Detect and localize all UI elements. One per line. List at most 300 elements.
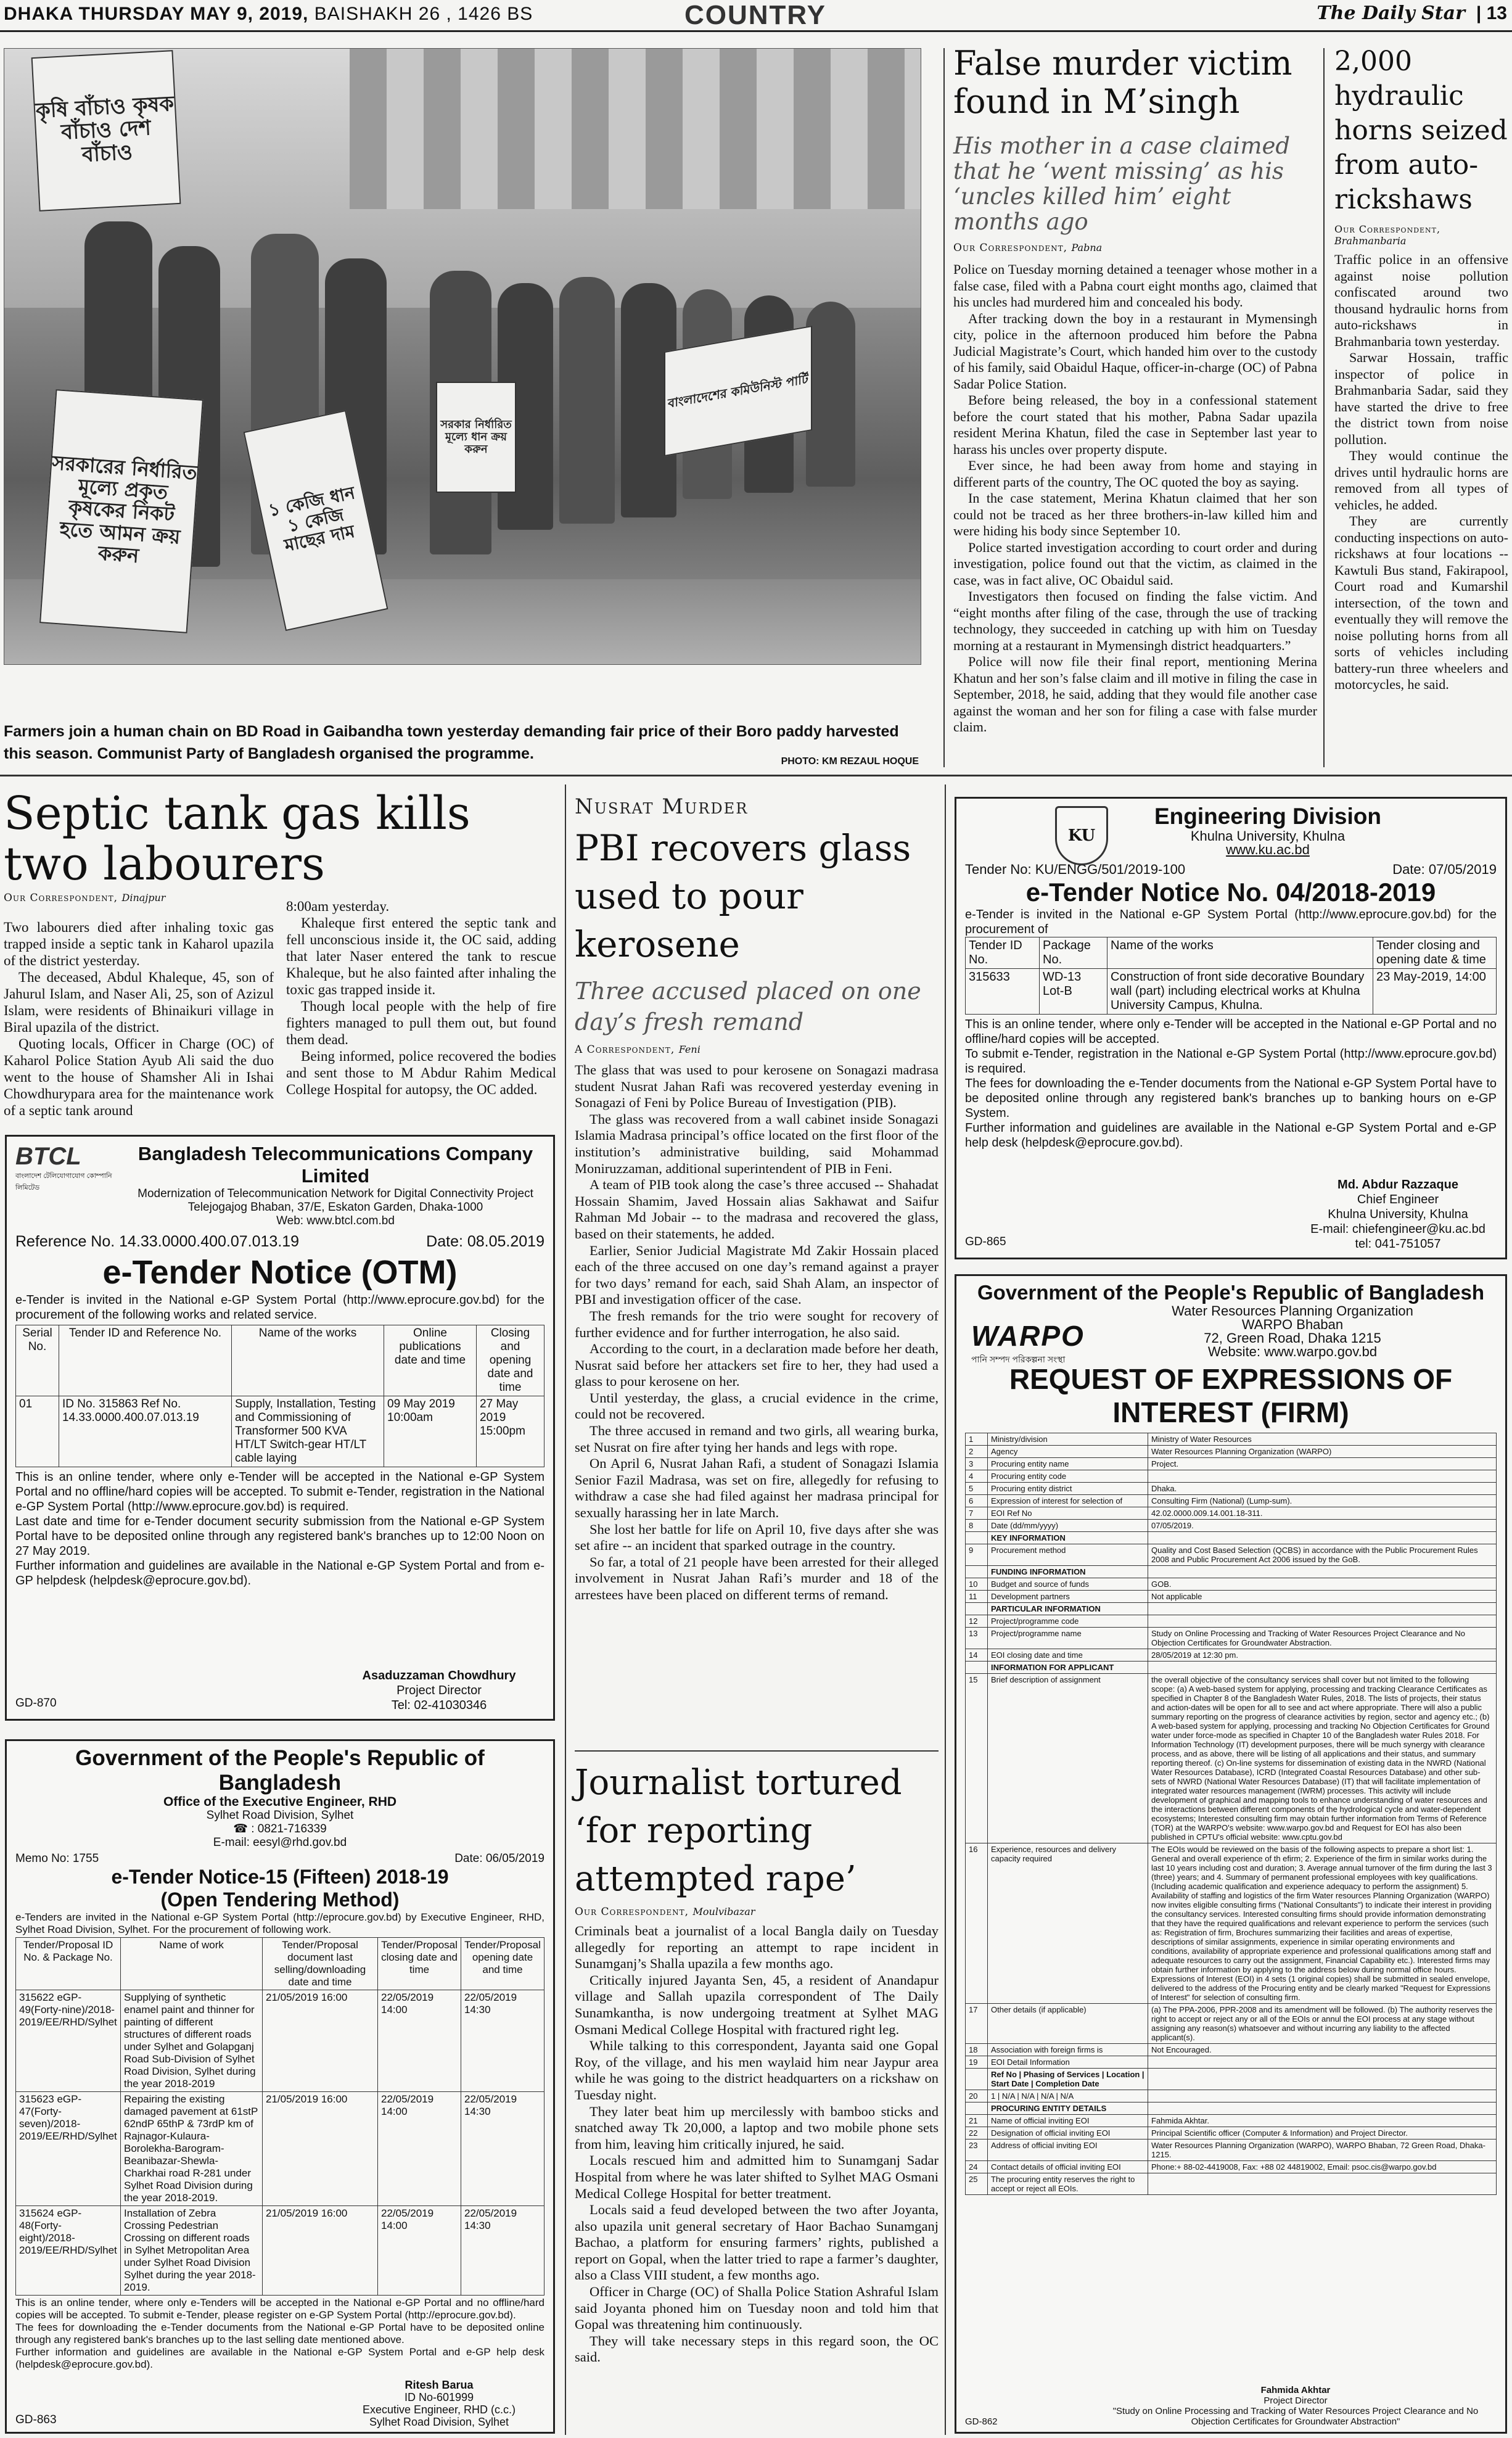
note: The fees for downloading the e-Tender documents from the National e-GP Portal have to be deposited online through any registered bank's branches up to the last selling date mentioned above. [15,2321,544,2345]
table-cell: 10 [966,1578,988,1591]
table-cell: Expression of interest for selection of [988,1495,1148,1507]
table-cell: Supplying of synthetic enamel paint and thinner for painting of different structures of different roads under Sylhet and Golapganj Road Sub-Division of Sylhet Road Division, Sylhet during the year 2018-2019 [121,1990,263,2092]
table-cell [1148,2102,1497,2115]
note: This is an online tender, where only e-Tenders will be accepted in the National e-GP Portal and no offline/hard copies will be accepted. To submit e-Tender, please register on e-GP System Portal (http://eprocure.gov.bd). [15,2297,544,2321]
table-cell: 6 [966,1495,988,1507]
table-cell: 315633 [966,969,1040,1015]
ku-logo: KU [1055,806,1108,865]
table-cell: 315623 eGP-47(Forty-seven)/2018-2019/EE/RHD/Sylhet [16,2092,121,2206]
table-cell: ID No. 315863 Ref No. 14.33.0000.400.07.013.19 [59,1396,232,1467]
tender-table [965,937,1497,1015]
table-header-row [16,1325,544,1396]
column-rule [565,785,566,2435]
table-cell [966,1566,988,1578]
office-name: Office of the Executive Engineer, RHD [163,1795,397,1809]
table-row [16,2092,544,2206]
table-row [966,1446,1497,1458]
storefront [350,49,921,209]
table-row [966,1603,1497,1615]
table-row [966,2139,1497,2161]
table-cell: Repairing the existing damaged pavement at 61stP 62ndP 65thP & 73rdP km of Rajnagor-Kulaura-Borolekha-Barogram-Beanibazar-Shewla-Charkhai road R-281 under Sylhet Road Division during the year 2018-2019. [121,2092,263,2206]
table-cell: 7 [966,1507,988,1520]
table-cell: 24 [966,2161,988,2173]
table-cell: Budget and source of funds [988,1578,1148,1591]
table-cell [1148,1532,1497,1544]
table-cell [1148,1662,1497,1674]
headline: PBI recovers glass used to pour kerosene [575,827,911,965]
column-header: Name of the works [232,1325,384,1396]
table-row [966,1649,1497,1662]
gov-name: Government of the People's Republic of Bangladesh [75,1746,485,1795]
note: Last date and time for e-Tender document security submission from the National e-GP System Portal have to be deposited online through any registered bank's branches up to 12:00 Noon on 27 May 2019. [15,1515,544,1558]
section-divider [0,775,1512,776]
signatory-email: E-mail: chiefengineer@ku.ac.bd [1310,1222,1485,1236]
table-cell: Procurement method [988,1544,1148,1566]
table-cell: INFORMATION FOR APPLICANT [988,1662,1148,1674]
btcl-logo-sub: বাংলাদেশ টেলিযোগাযোগ কোম্পানি লিমিটেড [15,1172,112,1192]
headline: Journalist tortured ‘for reporting attempted rape’ [575,1763,902,1899]
table-cell: Construction of front side decorative Boundary wall (part) including electrical works at Khulna University Campus, Khulna. [1107,969,1373,1015]
table-row [966,1674,1497,1843]
table-cell [966,1662,988,1674]
table-row [16,1990,544,2092]
column-header: Tender closing and opening date & time [1373,937,1497,969]
table-row [966,1495,1497,1507]
ad-code: GD-863 [15,2413,57,2426]
column-header: Tender/Proposal ID No. & Package No. [16,1938,121,1990]
paragraph: Earlier, Senior Judicial Magistrate Md Zakir Hossain placed each of the three accused on one day’s remand against a prayer for two days’ remand for each, said Shah Alam, an inspector of PBI and investigation officer of the case. [575,1242,939,1308]
table-cell: 42.02.0000.009.14.001.18-311. [1148,1507,1497,1520]
notice-title: e-Tender Notice No. 04/2018-2019 [1025,878,1436,907]
email: E-mail: eesyl@rhd.gov.bd [213,1836,347,1849]
table-cell [1148,1566,1497,1578]
column-header: Tender ID No. [966,937,1040,969]
org-name: Bangladesh Telecommunications Company Limited [138,1143,533,1187]
column-header: Tender/Proposal closing date and time [378,1938,461,1990]
table-row [16,1396,544,1467]
story-body [953,262,1317,736]
byline-place: Moulvibazar [692,1906,755,1917]
tender-table [15,1325,544,1467]
table-cell [966,2102,988,2115]
table-cell: 13 [966,1628,988,1649]
table-cell: 21/05/2019 16:00 [263,1990,378,2092]
bangla-date: BAISHAKH 26 , 1426 BS [308,4,533,24]
eoi-table [965,1433,1497,2195]
table-cell: 22 [966,2127,988,2139]
table-cell: Project/programme code [988,1615,1148,1628]
table-cell: Date (dd/mm/yyyy) [988,1520,1148,1532]
paragraph: In the case statement, Merina Khatun claimed that her son could not be traced as her three brothers-in-law killed him and were hiding his body since September 10. [953,490,1317,538]
signatory-title: Executive Engineer, RHD (c.c.) [362,2403,516,2416]
intro: e-Tender is invited in the National e-GP System Portal (http://www.eprocure.gov.bd) for the procurement of [965,908,1497,936]
column-rule [943,48,945,767]
headline: Septic tank gas kills two labourers [4,787,470,891]
table-row [966,1520,1497,1532]
note: This is an online tender, where only e-Tender will be accepted in the National e-GP Portal and no offline/hard copies will be accepted. [965,1018,1497,1046]
table-cell: 09 May 2019 10:00am [384,1396,477,1467]
paragraph: Quoting locals, Officer in Charge (OC) of Kaharol Police Station Ayub Ali said the duo went to the house of Shamsher Ali in Ishai Chowdhurypara area for the maintenance work of a septic tank around [4,1036,274,1118]
table-cell: Experience, resources and delivery capacity required [988,1843,1148,2004]
story-pbi-glass [575,794,939,1604]
table-cell: FUNDING INFORMATION [988,1566,1148,1578]
table-cell: PROCURING ENTITY DETAILS [988,2102,1148,2115]
signatory-university: Khulna University, Khulna [1328,1208,1468,1221]
table-cell: WD-13 Lot-B [1040,969,1107,1015]
deck: His mother in a case claimed that he ‘went missing’ as his ‘uncles killed him’ eight months ago [953,133,1291,235]
column-rule [945,785,946,2435]
paragraph: Ever since, he had been away from home and staying in different parts of the country, The OC quoted the boy as saying. [953,458,1317,490]
table-cell: 16 [966,1843,988,2004]
paragraph: Police on Tuesday morning detained a teenager whose mother in a false case, filed with a Pabna court eight months ago, claimed that his uncles had murdered him and concealed his body. [953,262,1317,310]
table-row [966,1843,1497,2004]
table-cell: Ministry of Water Resources [1148,1433,1497,1446]
note: To submit e-Tender, registration in the National e-GP System Portal (http://www.eprocure.gov.bd) is required. [965,1047,1497,1076]
btcl-logo-text: BTCL [15,1143,81,1170]
table-header-row [966,937,1497,969]
placard-text: কৃষি বাঁচাও কৃষক বাঁচাও দেশ বাঁচাও [35,91,175,167]
address: 72, Green Road, Dhaka 1215 [1204,1330,1381,1346]
table-cell: Address of official inviting EOI [988,2139,1148,2161]
table-cell: 11 [966,1591,988,1603]
signature-block [337,1668,541,1713]
byline [1334,223,1508,247]
paragraph: Khaleque first entered the septic tank and fell unconscious inside it, the OC said, adding that later Naser entered the tank to rescue Khaleque, but he also fainted after inhaling the toxic gas trapped inside it. [286,915,556,997]
table-cell: 22/05/2019 14:00 [378,2092,461,2206]
note: Further information and guidelines are available in the National e-GP System Portal and e-GP help desk (helpdesk@eprocure.gov.bd). [965,1121,1497,1150]
signature-block [1299,1177,1497,1251]
website: Web: www.btcl.com.bd [276,1214,395,1227]
table-cell: The EOIs would be reviewed on the basis of the following aspects to prepare a short list: 1. General and overall experience of th efirm; 2. Experience of the firm in similar works during the last 10 years including cost and duration; 3. Average annual turnover of the firm during the last 3 (three) years; and 4. Summary of permanent professional employees with key qualifications. (Including academic qualification and experience adequacy to perform the assignment) 5. Availability of staffing and logistics of the firm Water resources Planning Organization (WARPO) now invites eligible consulting firms ("National Consultants") to indicate their interest in providing the consultancy services. Interested consulting firms should provide information demonstrating that they have the required qualifications and relevant experience to perform the services (such as: Registration of firm, Brochures summarizing their facilities and areas of expertise, descriptions of similar assignments, experience in similar operating environments and conditions, availability of appropriate experience and professional qualifications among staff and adequate resources to carry out the assignment, Financial Capability etc.). Interested firms may obtain further information by applying to the address below during normal office hours. Expressions of Interest (EOI) in 4 sets (1 original copies) shall be submitted in sealed envelope, delivered to the address of the Procuring entity and be clearly marked "Request for Expressions of Interest" for selection of consulting firm. [1148,1843,1497,2004]
signatory-project: "Study on Online Processing and Tracking of Water Resources Project Clearance and No Objection Certificates for Groundwater Abstraction" [1112,2406,1479,2427]
paragraph: Criminals beat a journalist of a local Bangla daily on Tuesday allegedly for reporting an attempt to rape incident in Sunamganj’s Shalla upazila a few months ago. [575,1923,939,1972]
column-header: Tender ID and Reference No. [59,1325,232,1396]
table-cell: Project. [1148,1458,1497,1470]
city-date: DHAKA THURSDAY MAY 9, 2019, [4,4,309,24]
paragraph: The glass was recovered from a wall cabinet inside Sonagazi Islamia Madrasa principal’s office located on the first floor of the institution’s administrative building, said Mohammad Moniruzzaman, additional superintendent of PIB in Feni. [575,1111,939,1176]
table-cell: EOI Detail Information [988,2056,1148,2069]
paragraph: Being informed, police recovered the bodies and sent those to M Abdur Rahim Medical College Hospital for autopsy, the OC added. [286,1048,556,1097]
project-name: Modernization of Telecommunication Network for Digital Connectivity Project [138,1187,533,1200]
note: Further information and guidelines are available in the National e-GP System Portal and from e-GP helpdesk (helpdesk@eprocure.gov.bd). [15,1559,544,1588]
table-cell: 5 [966,1483,988,1495]
paragraph: Before being released, the boy in a confessional statement before the court stated that his mother, Pabna Sadar upazila resident Merina Khatun, filed the case in September last year to harass his uncles over property dispute. [953,392,1317,457]
table-row [966,1662,1497,1674]
byline-label: Our Correspondent, [1334,223,1441,235]
table-cell: Supply, Installation, Testing and Commissioning of Transformer 500 KVA HT/LT Switch-gear HT/LT cable laying [232,1396,384,1467]
table-cell: the overall objective of the consultancy services shall cover but not limited to the following scope: (a) A web-based system for applying, processing and tracking Clearance Certificates as specified in Chapter 8 of the Bangladesh Water Rules, 2018. The lists of projects, their status and action-dates will be open for all to see and act where appropriate. There will also a public summary reporting on the progress of clearance activities by region, sector and agency etc.; (b) A web-based system for applying, processing and tracking No Objection Certificates for Ground water under force-mode as specified in Chapter 10 of the Bangladesh water Rules 2018. For Information Technology (IT) development purposes, there will be much synergy with clearance process, and as above, there will be listing of all applications and their status, and summary reporting thereof. (c) On-line systems for dissemination of existing data in the NWRD (National Water Resources Database), ICRD (Integrated Coastal Resources Database) and other sub-sets of NWRD (National Water Resources Database) (IT) that will facilitate implementation of integrated water resources management (IWRM) processes. This activity will include development of graphical and mapping tools to enhance understanding of water resources and the interactions between different components of the hydrological cycle and water-dependent ecosystems; Interested consulting firm may obtain further information from Terms of Reference (TOR) at the WARPO's website: www.warpo.gov.bd and Request for EOI has also been published in CPTU's official website: www.cptu.gov.bd [1148,1674,1497,1843]
byline-place: Pabna [1071,242,1103,253]
ad-ku-tender [955,797,1507,1259]
table-row [966,2056,1497,2069]
paragraph: Police will now file their final report, mentioning Merina Khatun and her son’s false claim and ill motive in filing the case in September, 2018, he said, adding that they would file another case against the woman and her son for filing a case with false murder claim. [953,654,1317,735]
signatory-name: Asaduzzaman Chowdhury [362,1669,516,1682]
notice-title: e-Tender Notice-15 (Fifteen) 2018-19 [111,1866,449,1888]
table-cell: 315622 eGP-49(Forty-nine)/2018-2019/EE/RHD/Sylhet [16,1990,121,2092]
story-false-murder [953,44,1317,736]
table-cell: Brief description of assignment [988,1674,1148,1843]
byline-label: Our Correspondent, [575,1906,689,1918]
table-cell: 21 [966,2115,988,2127]
table-cell: (a) The PPA-2006, PPR-2008 and its amendment will be followed. (b) The authority reserves the right to accept or reject any or all of the EOIs or annul the EOI process at any stage without assigning any reason(s) whatsoever and without incurring any liability to the affected applicant(s). [1148,2004,1497,2044]
table-cell: 14 [966,1649,988,1662]
story-journalist [575,1759,939,2366]
table-cell: 22/05/2019 14:30 [461,1990,544,2092]
signatory-title: Project Director [396,1684,482,1697]
column-header: Package No. [1040,937,1107,969]
notice-subtitle: (Open Tendering Method) [160,1888,400,1911]
column-header: Tender/Proposal opening date and time [461,1938,544,1990]
table-header-row [16,1938,544,1990]
table-cell: 21/05/2019 16:00 [263,2206,378,2296]
placard-text: সরকার নির্ধারিত মূল্যে ধান ক্রয় করুন [440,418,512,456]
paragraph: Sarwar Hossain, traffic inspector of police in Brahmanbaria Sadar, said they have started the drive to free the district town from noise pollution. [1334,350,1508,447]
byline-place: Dinajpur [121,892,166,904]
column-header: Online publications date and time [384,1325,477,1396]
table-cell: 23 May-2019, 14:00 [1373,969,1497,1015]
table-cell: 17 [966,2004,988,2044]
paragraph: So far, a total of 21 people have been arrested for their alleged involvement in Nusrat Jahan Rafi’s murder and 18 of the arrestees have been placed on different terms of remand. [575,1554,939,1602]
table-cell: 2 [966,1446,988,1458]
table-cell: Contact details of official inviting EOI [988,2161,1148,2173]
table-row [966,1507,1497,1520]
table-row [966,2004,1497,2044]
address: Telejogajog Bhaban, 37/E, Eskaton Garden, Dhaka-1000 [187,1201,483,1214]
table-cell: Development partners [988,1591,1148,1603]
table-row [966,1578,1497,1591]
signatory-name: Fahmida Akhtar [1260,2385,1331,2395]
table-cell: Dhaka. [1148,1483,1497,1495]
table-row [966,1628,1497,1649]
table-row [966,1615,1497,1628]
byline-place: Brahmanbaria [1334,235,1407,247]
table-cell [1148,2056,1497,2069]
page-header [0,0,1512,32]
table-cell: 07/05/2019. [1148,1520,1497,1532]
table-cell: Phone:+ 88-02-4419008, Fax: +88 02 44819002, Email: psoc.cis@warpo.gov.bd [1148,2161,1497,2173]
table-cell: 8 [966,1520,988,1532]
table-cell: Other details (if applicable) [988,2004,1148,2044]
table-row [966,2069,1497,2090]
table-row [966,1483,1497,1495]
signatory-tel: tel: 041-751057 [1355,1237,1441,1251]
placard [436,382,516,493]
paragraph: Locals said a feud developed between the two after Joyanta, also upazila unit general secretary of Haor Bachao Sunamganj Bachao, a platform for ensuring farmers’ rights, published a report on Gopal, when the latter tried to rape a farmer’s daughter, also a Class VIII student, a few months ago. [575,2202,939,2283]
table-row [966,2173,1497,2195]
ad-rhd-tender [5,1739,555,2434]
table-cell: 27 May 2019 15:00pm [477,1396,544,1467]
table-cell: 15 [966,1674,988,1843]
table-row [966,1591,1497,1603]
story-column [4,919,274,1119]
headline: False murder victim found in M’singh [953,44,1292,121]
ad-btcl-tender [5,1135,555,1721]
table-cell: Name of official inviting EOI [988,2115,1148,2127]
ad-code: GD-862 [965,2416,998,2427]
signatory-name: Md. Abdur Razzaque [1337,1178,1458,1192]
table-cell: Quality and Cost Based Selection (QCBS) in accordance with the Public Procurement Rules 2008 and Public Procurement Act 2006 issued by the GoB. [1148,1544,1497,1566]
table-row [16,2206,544,2296]
byline-place: Feni [678,1044,701,1055]
table-cell: 28/05/2019 at 12:30 pm. [1148,1649,1497,1662]
column-header: Name of work [121,1938,263,1990]
table-cell: 4 [966,1470,988,1483]
table-cell: Water Resources Planning Organization (WARPO), WARPO Bhaban, 72 Green Road, Dhaka-1215. [1148,2139,1497,2161]
table-cell: Fahmida Akhtar. [1148,2115,1497,2127]
warpo-logo-text: WARPO [971,1320,1085,1352]
tender-no: Tender No: KU/ENGG/501/2019-100 [965,862,1186,877]
table-row [966,1433,1497,1446]
ad-code: GD-870 [15,1697,57,1710]
table-cell: PARTICULAR INFORMATION [988,1603,1148,1615]
notice-title: REQUEST OF EXPRESSIONS OF INTEREST (FIRM) [1009,1363,1453,1428]
notice-title: e-Tender Notice (OTM) [102,1254,458,1291]
placard-text: সরকারের নির্ধারিত মূল্যে প্রকৃত কৃষকের নিকট হতে আমন ক্রয় করুন [51,451,198,567]
protest-photo [4,48,921,665]
section-title: COUNTRY [684,0,826,30]
paragraph: They would continue the drives until hydraulic horns are removed from all types of vehicles, he added. [1334,448,1508,513]
table-cell: GOB. [1148,1578,1497,1591]
website: www.ku.ac.bd [1226,842,1310,857]
byline [575,1044,939,1056]
signatory-tel: Tel: 02-41030346 [391,1699,487,1712]
table-cell: The procuring entity reserves the right to accept or reject all EOIs. [988,2173,1148,2195]
paragraph: Traffic police in an offensive against noise pollution confiscated around two thousand hydraulic horns from auto-rickshaws in Brahmanbaria town yesterday. [1334,252,1508,349]
website: Website: www.warpo.gov.bd [1207,1344,1378,1359]
table-row [966,1470,1497,1483]
signatory-office: Sylhet Road Division, Sylhet [369,2416,509,2428]
paragraph: While talking to this correspondent, Jayanta said one Gopal Roy, of the village, and his men waylaid him near Jaypur area while he was going to the district headquarters on a rickshaw on Tuesday night. [575,2038,939,2102]
table-cell: 18 [966,2044,988,2056]
photo-caption: Farmers join a human chain on BD Road in Gaibandha town yesterday demanding fair price of their Boro paddy harvested this season. Communist Party of Bangladesh organised the programme. [4,723,899,762]
table-row [966,1566,1497,1578]
table-cell: Not applicable [1148,1591,1497,1603]
paragraph: Two labourers died after inhaling toxic gas trapped inside a septic tank in Kaharol upazila of the district yesterday. [4,920,274,968]
signature-block [1098,2385,1493,2427]
note: The fees for downloading the e-Tender documents from the National e-GP System Portal have to be deposited online through any registered bank's branches up to banking hours on e-GP System. [965,1077,1497,1120]
page-number: | 13 [1476,3,1507,23]
signature-block [337,2379,541,2428]
story-body [575,1062,939,1604]
paragraph: After tracking down the boy in a restaurant in Mymensingh city, police in the afternoon produced him before the Pabna Judicial Magistrate’s Court, which handed him over to the custody of his family, said Obaidul Haque, officer-in-charge (OC) of Pabna Sadar Police Station. [953,310,1317,392]
placard [31,50,181,212]
table-cell: EOI closing date and time [988,1649,1148,1662]
org-name: Water Resources Planning Organization [1172,1303,1413,1319]
table-cell [966,1603,988,1615]
table-cell: EOI Ref No [988,1507,1148,1520]
table-cell: Procuring entity district [988,1483,1148,1495]
column-header: Closing and opening date and time [477,1325,544,1396]
table-cell [1148,2173,1497,2195]
paragraph: They later beat him up mercilessly with bamboo sticks and snatched away Tk 20,000, a laptop and two mobile phone sets from him, leaving him critically injured, he said. [575,2103,939,2152]
paragraph: The fresh remands for the trio were sought for recovery of further evidence and for further interrogation, he also said. [575,1308,939,1340]
table-cell: Consulting Firm (National) (Lump-sum). [1148,1495,1497,1507]
paragraph: Investigators then focused on finding the false victim. And “eight months after filing of the case, through the use of tracking technology, they succeeded in catching up with him on Tuesday morning at a restaurant in Mymensingh district headquarters.” [953,588,1317,653]
table-cell: Water Resources Planning Organization (WARPO) [1148,1446,1497,1458]
table-cell: 22/05/2019 14:30 [461,2092,544,2206]
table-row [966,2127,1497,2139]
paragraph: Locals rescued him and admitted him to Sunamganj Sadar Hospital from where he was later shifted to Sylhet MAG Osmani Medical College Hospital for better treatment. [575,2152,939,2201]
byline [953,242,1317,254]
table-cell: 9 [966,1544,988,1566]
table-cell: Association with foreign firms is [988,2044,1148,2056]
bhaban: WARPO Bhaban [1241,1317,1344,1332]
paragraph: Officer in Charge (OC) of Shalla Police Station Ashraful Islam said Joyanta phoned him on Tuesday noon and told him that Gopal was threatening him continuously. [575,2284,939,2333]
table-row [966,1544,1497,1566]
column-header: Serial No. [16,1325,59,1396]
paragraph: She lost her battle for life on April 10, five days after she was set afire -- an incident that sparked outrage in the country. [575,1521,939,1554]
warpo-logo-sub: পানি সম্পদ পরিকল্পনা সংস্থা [971,1354,1066,1364]
gov-name: Government of the People's Republic of Bangladesh [977,1281,1484,1304]
table-cell: 315624 eGP-48(Forty-eight)/2018-2019/EE/RHD/Sylhet [16,2206,121,2296]
kicker: Nusrat Murder [575,794,749,819]
org-name: Engineering Division [1154,804,1381,829]
table-cell: Procuring entity name [988,1458,1148,1470]
story-body [575,1923,939,2366]
deck: Three accused placed on one day’s fresh remand [575,978,921,1036]
story-column [286,898,556,1098]
paper-name: The Daily Star [1317,2,1465,24]
paragraph: On April 6, Nusrat Jahan Rafi, a student of Sonagazi Islamia Senior Fazil Madrasa, was set on fire, allegedly for refusing to withdraw a case she had filed against her madrasa principal for sexually harassing her in late March. [575,1456,939,1521]
table-cell: 19 [966,2056,988,2069]
table-cell [1148,2069,1497,2090]
table-cell [1148,1470,1497,1483]
table-cell: Study on Online Processing and Tracking of Water Resources Project Clearance and No Objection Certificates for Groundwater Abstraction. [1148,1628,1497,1649]
intro: e-Tenders are invited in the National e-GP System Portal (http://eprocure.gov.bd) by Executive Engineer, RHD, Sylhet Road Division, Sylhet. For the procurement of following work. [15,1911,544,1935]
table-cell: 22/05/2019 14:00 [378,2206,461,2296]
table-cell: 22/05/2019 14:30 [461,2206,544,2296]
university-name: Khulna University, Khulna [1190,828,1346,844]
signatory-name: Ritesh Barua [405,2379,474,2391]
table-cell: Principal Scientific officer (Computer & Information) and Project Director. [1148,2127,1497,2139]
ad-warpo-eoi [955,1274,1507,2434]
masthead [1317,2,1507,24]
byline-label: Our Correspondent, [953,242,1068,254]
paragraph: They are currently conducting inspections on auto-rickshaws at four locations -- Kawtuli Bus stand, Fakirapool, Court road and Kumarshil intersection, of the town and eventually they will remove the noise polluting horns from all sorts of vehicles including battery-run three wheelers and motorcycles, he said. [1334,513,1508,692]
banner-text: বাংলাদেশের কমিউনিস্ট পার্টি [668,371,808,411]
table-cell: 22/05/2019 14:00 [378,1990,461,2092]
table-cell: 23 [966,2139,988,2161]
intro: e-Tender is invited in the National e-GP System Portal (http://www.eprocure.gov.bd) for the procurement of the following works and related service. [15,1293,544,1322]
table-cell: 12 [966,1615,988,1628]
note: Further information and guidelines are available in the National e-GP System Portal and e-GP help desk (helpdesk@eprocure.gov.bd). [15,2346,544,2370]
paragraph: A team of PIB took along the case’s three accused -- Shahadat Hossain Shamim, Javed Hossain alias Sakhawat and Saifur Rahman Md Jobair -- to the madrasa and recovered the glass, based on their statements, he added. [575,1177,939,1242]
signatory-id: ID No-601999 [404,2391,474,2403]
placard-text: ১ কেজি ধান ১ কেজি মাছের দাম [266,482,357,556]
table-cell: 25 [966,2173,988,2195]
table-row [966,969,1497,1015]
table-cell: Project/programme name [988,1628,1148,1649]
photo-credit: PHOTO: KM REZAUL HOQUE [781,756,919,767]
table-cell: 1 | N/A | N/A | N/A | N/A [988,2090,1148,2102]
paragraph: The deceased, Abdul Khaleque, 45, son of Jahurul Islam, and Naser Ali, 25, son of Azizul Islam, were residents of Bhinaikuri village in Biral upazila of the district. [4,970,274,1035]
paragraph: They will take necessary steps in this regard soon, the OC said. [575,2333,939,2365]
table-row [966,1532,1497,1544]
column-rule [1323,48,1325,767]
section-divider [575,1750,939,1752]
person-figure [806,302,855,487]
table-row [966,2090,1497,2102]
memo-no: Memo No: 1755 [15,1852,99,1865]
phone: ☎ : 0821-716339 [233,1822,327,1835]
story-hydraulic-horns [1334,44,1508,693]
dateline [4,4,533,25]
table-cell: 3 [966,1458,988,1470]
table-cell [966,2069,988,2090]
paragraph: Critically injured Jayanta Sen, 45, a resident of Anandapur village and Sallah upazila correspondent of The Daily Sunamkantha, is now undergoing treatment at Sylhet MAG Osmani Medical College Hospital with fractured right leg. [575,1972,939,2037]
table-cell: 1 [966,1433,988,1446]
paragraph: Until yesterday, the glass, a crucial evidence in the crime, could not be recovered. [575,1390,939,1422]
